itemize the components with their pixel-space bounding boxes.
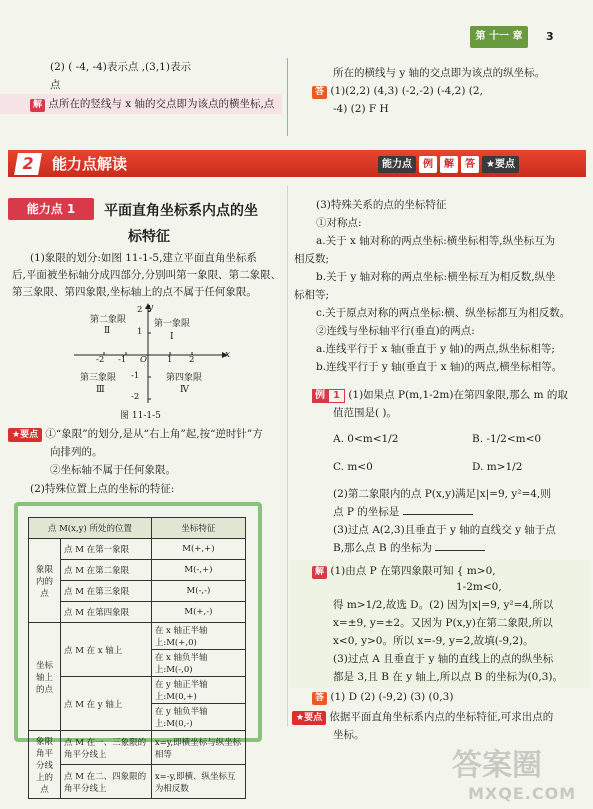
table-cell: 点 M 在第二象限	[61, 560, 152, 581]
coordinate-feature-table	[28, 517, 246, 799]
quadrant-3-label: 第三象限	[80, 373, 117, 383]
tick-label-xm2: -2	[96, 355, 105, 365]
right-line-5: 标相等;	[294, 289, 330, 301]
section-title-line2: 标特征	[128, 229, 170, 245]
table-cell: 在 x 轴正半轴上:M(+,0)	[151, 623, 245, 650]
solution-l0: 解 (1)由点 P 在第四象限可知 { m>0,	[312, 564, 496, 579]
example-q1-text: (1)如果点 P(m,1-2m)在第四象限,那么 m 的取	[348, 389, 568, 401]
prev-solution-cont: 所在的横线与 y 轴的交点即为该点的纵坐标。	[333, 67, 546, 79]
key-point-text-1b: 向排列的。	[50, 446, 103, 458]
table-cell: 点 M 在第三象限	[61, 581, 152, 602]
table-cell: 在 y 轴负半轴上:M(0,-)	[151, 704, 245, 731]
table-cell: M(+,+)	[151, 539, 245, 560]
prev-answer-text: (1)(2,2) (4,3) (-2,-2) (-4,2) (2,	[330, 85, 483, 97]
example-q1b: 值范围是( )。	[333, 407, 398, 419]
y-axis-label: y	[148, 303, 154, 313]
key-point-text-1: ①“象限”的划分,是从“右上角”起,按“逆时针”方	[45, 428, 263, 440]
table-group-name: 象限内的点	[29, 539, 61, 623]
table-group-name: 坐标轴上的点	[29, 623, 61, 731]
solution-tag: 解	[312, 566, 327, 579]
banner-legend	[378, 156, 519, 173]
prev-solution	[30, 97, 274, 112]
tick-label-xm1: -1	[118, 355, 127, 365]
right-line-0: (3)特殊关系的点的坐标特征	[316, 199, 447, 211]
example-q3a: (3)过点 A(2,3)且垂直于 y 轴的直线交 y 轴于点	[333, 524, 556, 536]
tick-label-x1: 1	[167, 355, 173, 365]
key-point-text-2: ②坐标轴不属于任何象限。	[50, 464, 176, 476]
prev-question-line2: 点	[50, 79, 61, 91]
key-point-right: ★要点 依据平面直角坐标系内点的坐标特征,可求出点的	[292, 710, 553, 725]
option-a: A. 0<m<1/2	[333, 433, 399, 445]
table-header-position: 点 M(x,y) 所处的位置	[29, 518, 152, 539]
solution-l2: 得 m>1/2,故选 D。(2) 因为|x|=9, y²=4,所以	[333, 599, 554, 611]
left-p1-l3: 第三象限、第四象限,坐标轴上的点不属于任何象限。	[12, 286, 257, 298]
right-line-3: 相反数;	[294, 253, 330, 265]
section-title-line1: 平面直角坐标系内点的坐	[104, 203, 258, 219]
quadrant-2-numeral: Ⅱ	[104, 326, 111, 336]
quadrant-4-label: 第四象限	[166, 373, 203, 383]
origin-label: O	[140, 355, 147, 365]
quadrant-2-label: 第二象限	[90, 315, 127, 325]
solution-l6: 都是 3,且 B 在 y 轴上,所以点 B 的坐标为(0,3)。	[333, 671, 563, 683]
solution-l3: x=±9, y=±2。又因为 P(x,y)在第二象限,所以	[333, 617, 553, 629]
right-line-4: b.关于 y 轴对称的两点坐标:横坐标互为相反数,纵坐	[316, 271, 556, 283]
page-number: 3	[546, 30, 554, 43]
right-line-7: ②连线与坐标轴平行(垂直)的两点:	[316, 325, 475, 337]
tick-label-ym1: -1	[131, 371, 140, 381]
answer-tag: 答	[312, 692, 327, 705]
watermark-url: MXQE.COM	[468, 784, 577, 803]
table-cell: M(-,+)	[151, 560, 245, 581]
table-cell: 点 M 在二、四象限的角平分线上	[61, 765, 152, 799]
legend-nengli: 能力点	[378, 156, 416, 173]
tick-label-y1: 1	[137, 327, 143, 337]
table-cell: x=y,即横坐标与纵坐标相等	[151, 731, 245, 765]
legend-jie: 解	[440, 156, 458, 173]
example-q2a: (2)第二象限内的点 P(x,y)满足|x|=9, y²=4,则	[333, 488, 551, 500]
answer-blank	[435, 550, 485, 551]
tick-label-x2: 2	[189, 355, 195, 365]
left-p1-l1: (1)象限的划分:如图 11-1-5,建立平面直角坐标系	[30, 252, 257, 264]
right-line-9: b.连线平行于 y 轴(垂直于 x 轴)的两点,横坐标相等。	[316, 361, 563, 373]
table-cell: 点 M 在第四象限	[61, 602, 152, 623]
table-cell: 点 M 在一、三象限的角平分线上	[61, 731, 152, 765]
quadrant-1-label: 第一象限	[154, 319, 191, 329]
column-divider-main	[287, 186, 288, 726]
quadrant-4-numeral: Ⅳ	[180, 385, 189, 395]
column-divider	[287, 58, 288, 136]
prev-solution-text: 点所在的竖线与 x 轴的交点即为该点的横坐标,点	[48, 98, 275, 110]
example-q2b: 点 P 的坐标是	[333, 505, 473, 520]
solution-l4: x<0, y>0。所以 x=-9, y=2,故填(-9,2)。	[333, 635, 534, 647]
figure-caption: 图 11-1-5	[120, 411, 161, 421]
right-line-8: a.连线平行于 x 轴(垂直于 y 轴)的两点,纵坐标相等;	[316, 343, 555, 355]
table-cell: 在 y 轴正半轴上:M(0,+)	[151, 677, 245, 704]
answer-blank	[403, 514, 473, 515]
x-axis-label: x	[225, 350, 231, 360]
chapter-tab: 第 十一 章	[470, 26, 528, 48]
table-cell: M(+,-)	[151, 602, 245, 623]
solution-l5: (3)过点 A 且垂直于 y 轴的直线上的点的纵坐标	[333, 653, 554, 665]
table-cell: 点 M 在第一象限	[61, 539, 152, 560]
example-q1	[312, 388, 568, 403]
legend-li: 例	[419, 156, 437, 173]
table-cell: 点 M 在 x 轴上	[61, 623, 152, 677]
key-point-right-cont: 坐标。	[333, 729, 365, 741]
example-tag: 例 1	[312, 389, 345, 403]
banner-title: 能力点解读	[52, 155, 128, 173]
tick-label-ym2: -2	[131, 392, 140, 402]
table-cell: x=-y,即横、纵坐标互为相反数	[151, 765, 245, 799]
legend-da: 答	[461, 156, 479, 173]
prev-question-line1: (2) ( -4, -4)表示点 ,(3,1)表示	[50, 61, 191, 73]
right-line-1: ①对称点:	[316, 217, 362, 229]
prev-answer-cont: -4) (2) F H	[333, 103, 389, 115]
prev-answer	[312, 84, 483, 99]
key-point-tag: ★要点	[292, 711, 326, 725]
watermark-logo: 答案圈	[452, 748, 542, 783]
tick-label-y2: 2	[137, 305, 143, 315]
table-cell: 在 x 轴负半轴上:M(-,0)	[151, 650, 245, 677]
banner-number: 2	[14, 153, 42, 175]
key-point-tag: ★要点	[8, 428, 42, 442]
answer-tag: 答	[312, 86, 327, 99]
table-cell: 点 M 在 y 轴上	[61, 677, 152, 731]
section-tag: 能力点 1	[8, 198, 94, 220]
solution-l1: 1-2m<0,	[456, 581, 502, 593]
quadrant-3-numeral: Ⅲ	[96, 385, 105, 395]
solution-tag: 解	[30, 99, 45, 112]
right-line-2: a.关于 x 轴对称的两点坐标:横坐标相等,纵坐标互为	[316, 235, 556, 247]
option-d: D. m>1/2	[472, 461, 523, 473]
right-line-6: c.关于原点对称的两点坐标:横、纵坐标都互为相反数。	[316, 307, 571, 319]
key-point-note-1	[8, 427, 263, 442]
left-p1-l2: 后,平面被坐标轴分成四部分,分别叫第一象限、第二象限、	[12, 269, 282, 281]
final-answer: 答 (1) D (2) (-9,2) (3) (0,3)	[312, 690, 453, 705]
table-group-name: 象限角平分线上的点	[29, 731, 61, 799]
legend-yaodian: ★要点	[482, 156, 519, 173]
table-cell: M(-,-)	[151, 581, 245, 602]
left-p2: (2)特殊位置上点的坐标的特征:	[30, 483, 175, 495]
quadrant-1-numeral: Ⅰ	[170, 332, 174, 342]
option-c: C. m<0	[333, 461, 373, 473]
option-b: B. -1/2<m<0	[472, 433, 542, 445]
example-q3b: B,那么点 B 的坐标为	[333, 541, 485, 556]
table-header-feature: 坐标特征	[151, 518, 245, 539]
